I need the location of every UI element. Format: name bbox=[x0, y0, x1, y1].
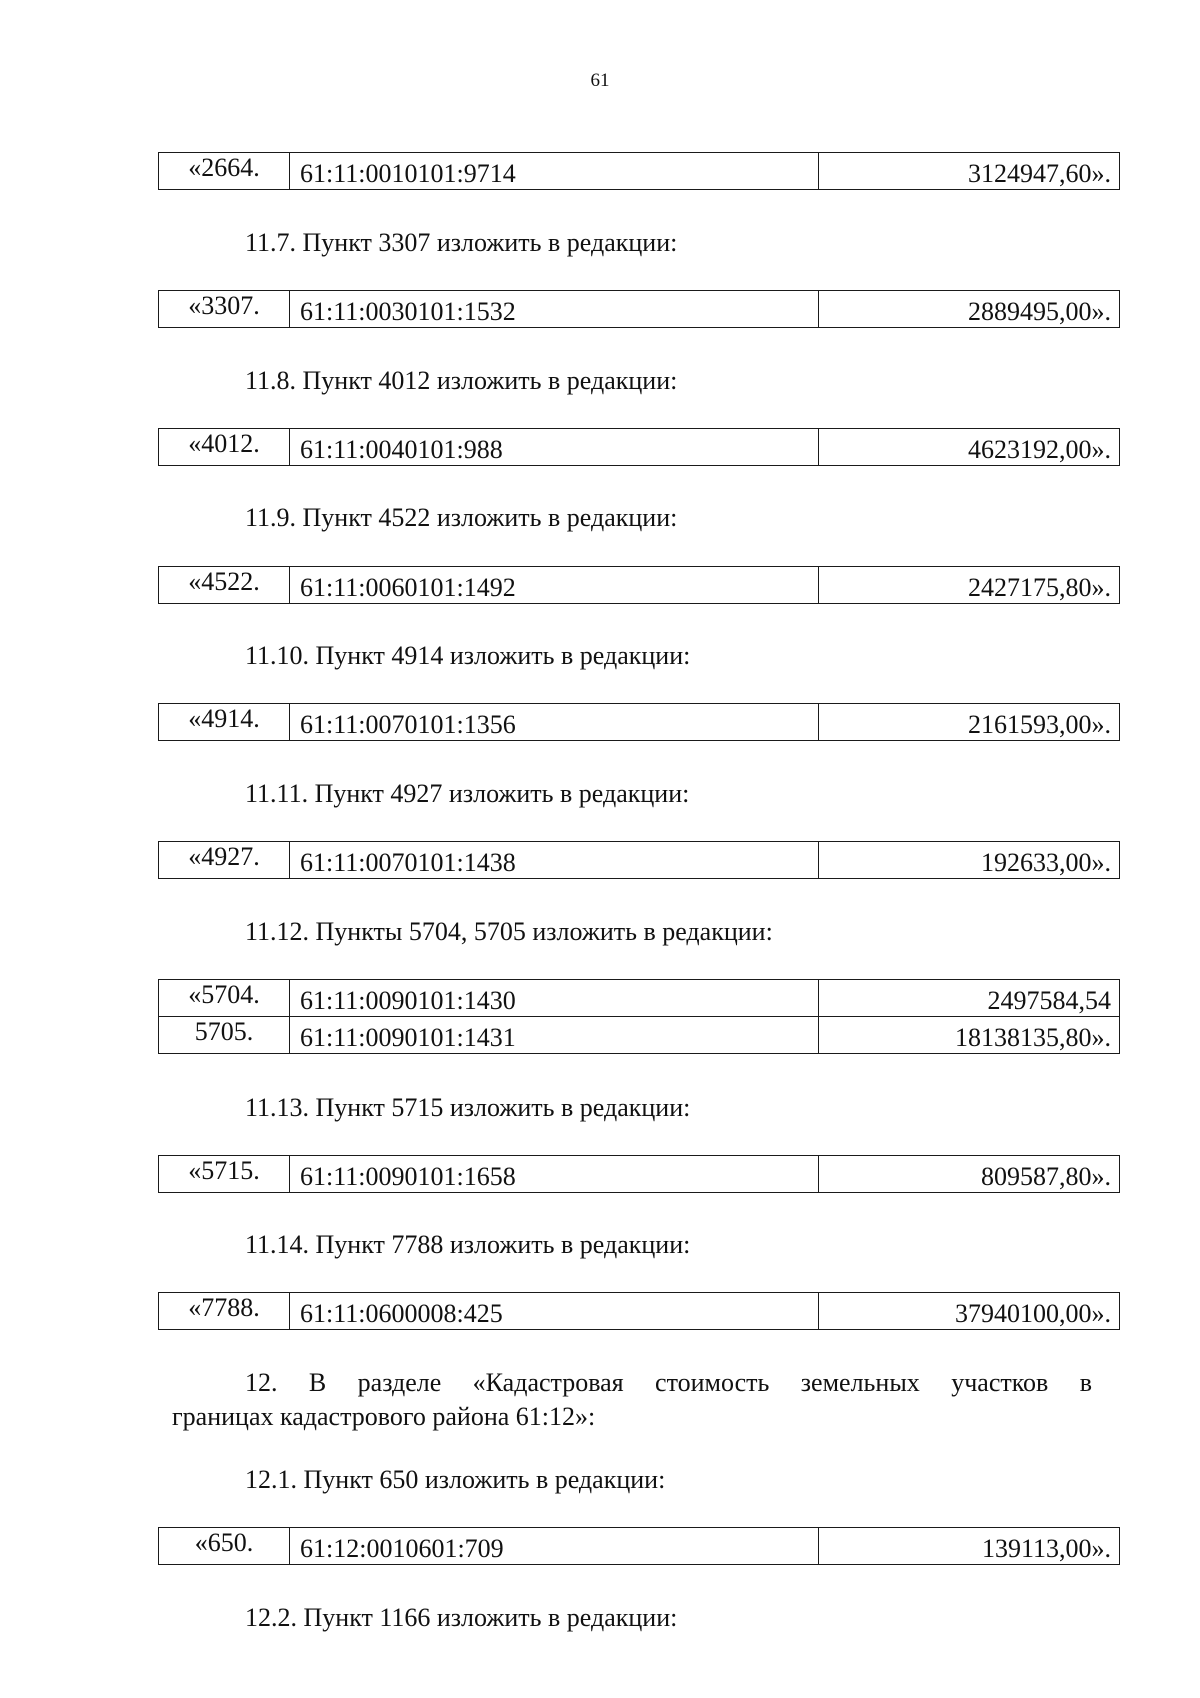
cadastral-value: 18138135,80». bbox=[819, 1017, 1120, 1054]
item-number: «4012. bbox=[159, 429, 290, 466]
amendment-heading: 11.11. Пункт 4927 изложить в редакции: bbox=[245, 779, 690, 808]
cadastral-table bbox=[158, 566, 1120, 604]
item-number: «2664. bbox=[159, 153, 290, 190]
table-row bbox=[159, 429, 1120, 466]
amendment-heading: 12.2. Пункт 1166 изложить в редакции: bbox=[245, 1603, 678, 1632]
cadastral-table bbox=[158, 428, 1120, 466]
item-number: 5705. bbox=[159, 1017, 290, 1054]
cadastral-value: 192633,00». bbox=[819, 842, 1120, 879]
cadastral-table bbox=[158, 841, 1120, 879]
table-row bbox=[159, 291, 1120, 328]
cadastral-number: 61:12:0010601:709 bbox=[290, 1528, 819, 1565]
cadastral-number: 61:11:0040101:988 bbox=[290, 429, 819, 466]
table-row bbox=[159, 567, 1120, 604]
cadastral-number: 61:11:0060101:1492 bbox=[290, 567, 819, 604]
section-paragraph-line-1: 12. В разделе «Кадастровая стоимость земельных участков в bbox=[245, 1368, 1092, 1397]
cadastral-number: 61:11:0070101:1356 bbox=[290, 704, 819, 741]
table-row bbox=[159, 1017, 1120, 1054]
cadastral-number: 61:11:0090101:1431 bbox=[290, 1017, 819, 1054]
amendment-heading: 11.14. Пункт 7788 изложить в редакции: bbox=[245, 1230, 691, 1259]
cadastral-value: 809587,80». bbox=[819, 1156, 1120, 1193]
cadastral-value: 2889495,00». bbox=[819, 291, 1120, 328]
amendment-heading: 11.10. Пункт 4914 изложить в редакции: bbox=[245, 641, 691, 670]
table-row bbox=[159, 153, 1120, 190]
table-row bbox=[159, 1528, 1120, 1565]
amendment-heading: 12.1. Пункт 650 изложить в редакции: bbox=[245, 1465, 666, 1494]
table-row bbox=[159, 980, 1120, 1017]
item-number: «650. bbox=[159, 1528, 290, 1565]
cadastral-value: 2427175,80». bbox=[819, 567, 1120, 604]
amendment-heading: 11.7. Пункт 3307 изложить в редакции: bbox=[245, 228, 678, 257]
amendment-heading: 11.13. Пункт 5715 изложить в редакции: bbox=[245, 1093, 691, 1122]
cadastral-table bbox=[158, 290, 1120, 328]
cadastral-table bbox=[158, 152, 1120, 190]
amendment-heading: 11.8. Пункт 4012 изложить в редакции: bbox=[245, 366, 678, 395]
cadastral-table bbox=[158, 1292, 1120, 1330]
cadastral-table bbox=[158, 979, 1120, 1054]
cadastral-number: 61:11:0070101:1438 bbox=[290, 842, 819, 879]
cadastral-table bbox=[158, 1155, 1120, 1193]
amendment-heading: 11.9. Пункт 4522 изложить в редакции: bbox=[245, 503, 678, 532]
cadastral-number: 61:11:0030101:1532 bbox=[290, 291, 819, 328]
cadastral-number: 61:11:0090101:1658 bbox=[290, 1156, 819, 1193]
item-number: «5704. bbox=[159, 980, 290, 1017]
cadastral-value: 3124947,60». bbox=[819, 153, 1120, 190]
item-number: «4522. bbox=[159, 567, 290, 604]
page-number: 61 bbox=[590, 70, 610, 91]
table-row bbox=[159, 704, 1120, 741]
cadastral-number: 61:11:0600008:425 bbox=[290, 1293, 819, 1330]
section-paragraph-line-2: границах кадастрового района 61:12»: bbox=[172, 1402, 596, 1431]
item-number: «4927. bbox=[159, 842, 290, 879]
table-row bbox=[159, 842, 1120, 879]
cadastral-number: 61:11:0010101:9714 bbox=[290, 153, 819, 190]
cadastral-value: 139113,00». bbox=[819, 1528, 1120, 1565]
cadastral-value: 4623192,00». bbox=[819, 429, 1120, 466]
table-row bbox=[159, 1156, 1120, 1193]
cadastral-value: 2161593,00». bbox=[819, 704, 1120, 741]
table-row bbox=[159, 1293, 1120, 1330]
cadastral-value: 37940100,00». bbox=[819, 1293, 1120, 1330]
cadastral-table bbox=[158, 703, 1120, 741]
section-paragraph bbox=[172, 1366, 1092, 1434]
cadastral-table bbox=[158, 1527, 1120, 1565]
item-number: «5715. bbox=[159, 1156, 290, 1193]
amendment-heading: 11.12. Пункты 5704, 5705 изложить в редакции: bbox=[245, 917, 773, 946]
cadastral-value: 2497584,54 bbox=[819, 980, 1120, 1017]
item-number: «3307. bbox=[159, 291, 290, 328]
cadastral-number: 61:11:0090101:1430 bbox=[290, 980, 819, 1017]
item-number: «7788. bbox=[159, 1293, 290, 1330]
item-number: «4914. bbox=[159, 704, 290, 741]
